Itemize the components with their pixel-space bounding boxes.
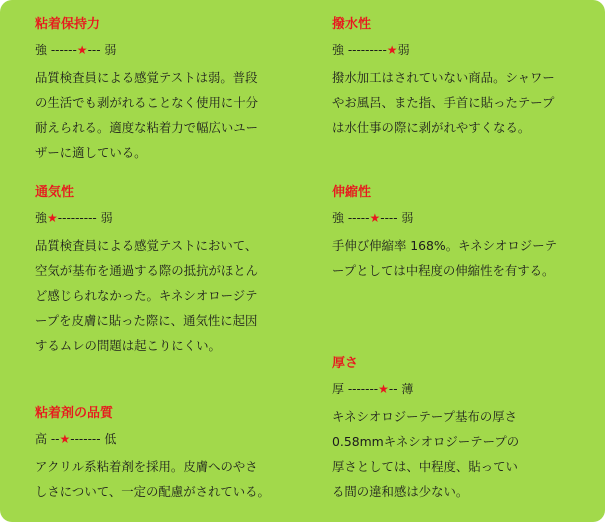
section-breathability xyxy=(35,185,258,358)
scale-left: 強 ------ xyxy=(35,43,77,57)
rating-scale xyxy=(332,381,519,397)
rating-scale xyxy=(332,210,557,226)
section-description: 手伸び伸縮率 168%。キネシオロジーテ ープとしては中程度の伸縮性を有する。 xyxy=(332,238,557,278)
section-thickness xyxy=(332,356,519,504)
section-title: 伸縮性 xyxy=(332,185,372,200)
scale-right: -- 薄 xyxy=(388,382,414,396)
scale-right: ------- 低 xyxy=(70,432,117,446)
scale-left: 高 -- xyxy=(35,432,60,446)
scale-right: --- 弱 xyxy=(87,43,117,57)
star-icon: ★ xyxy=(369,211,381,225)
scale-left: 厚 ------- xyxy=(332,382,379,396)
section-title: 通気性 xyxy=(35,185,75,200)
rating-scale xyxy=(35,210,258,226)
rating-scale xyxy=(35,42,258,58)
scale-right: ---- 弱 xyxy=(380,211,414,225)
star-icon: ★ xyxy=(378,382,389,396)
section-description: 撥水加工はされていない商品。シャワー やお風呂、また指、手首に貼ったテープ は水仕事の際に剥がれやすくなる。 xyxy=(332,70,555,135)
rating-scale xyxy=(332,42,555,58)
section-stretch xyxy=(332,185,557,283)
star-icon: ★ xyxy=(386,43,398,57)
section-adhesive-quality xyxy=(35,406,270,504)
star-icon: ★ xyxy=(47,211,58,225)
scale-left: 強 --------- xyxy=(332,43,387,57)
section-title: 撥水性 xyxy=(332,17,372,32)
section-title: 粘着保持力 xyxy=(35,17,101,32)
section-title: 厚さ xyxy=(332,356,359,371)
section-title: 粘着剤の品質 xyxy=(35,406,114,421)
star-icon: ★ xyxy=(59,432,71,446)
section-water-repellency xyxy=(332,17,555,140)
scale-left: 強 xyxy=(35,211,48,225)
star-icon: ★ xyxy=(76,43,88,57)
section-description: アクリル系粘着剤を採用。皮膚へのやさ しさについて、一定の配慮がされている。 xyxy=(35,459,270,499)
rating-scale xyxy=(35,431,270,447)
section-description: 品質検査員による感覚テストは弱。普段 の生活でも剥がれることなく使用に十分 耐えられる。適度な粘着力で幅広いユー ザーに適している。 xyxy=(35,70,259,160)
scale-right: --------- 弱 xyxy=(57,211,113,225)
section-description: キネシオロジーテープ基布の厚さ 0.58mmキネシオロジーテープの 厚さとしては、中程度、貼ってい る間の違和感は少ない。 xyxy=(332,409,520,499)
scale-left: 強 ----- xyxy=(332,211,370,225)
section-adhesion xyxy=(35,17,258,165)
scale-right: 弱 xyxy=(397,43,410,57)
section-description: 品質検査員による感覚テストにおいて、 空気が基布を通過する際の抵抗がほとん ど感じられなかった。キネシオロージテ ープを皮膚に貼った際に、通気性に起因 するムレの問題は起こりにくい。 xyxy=(35,238,259,353)
